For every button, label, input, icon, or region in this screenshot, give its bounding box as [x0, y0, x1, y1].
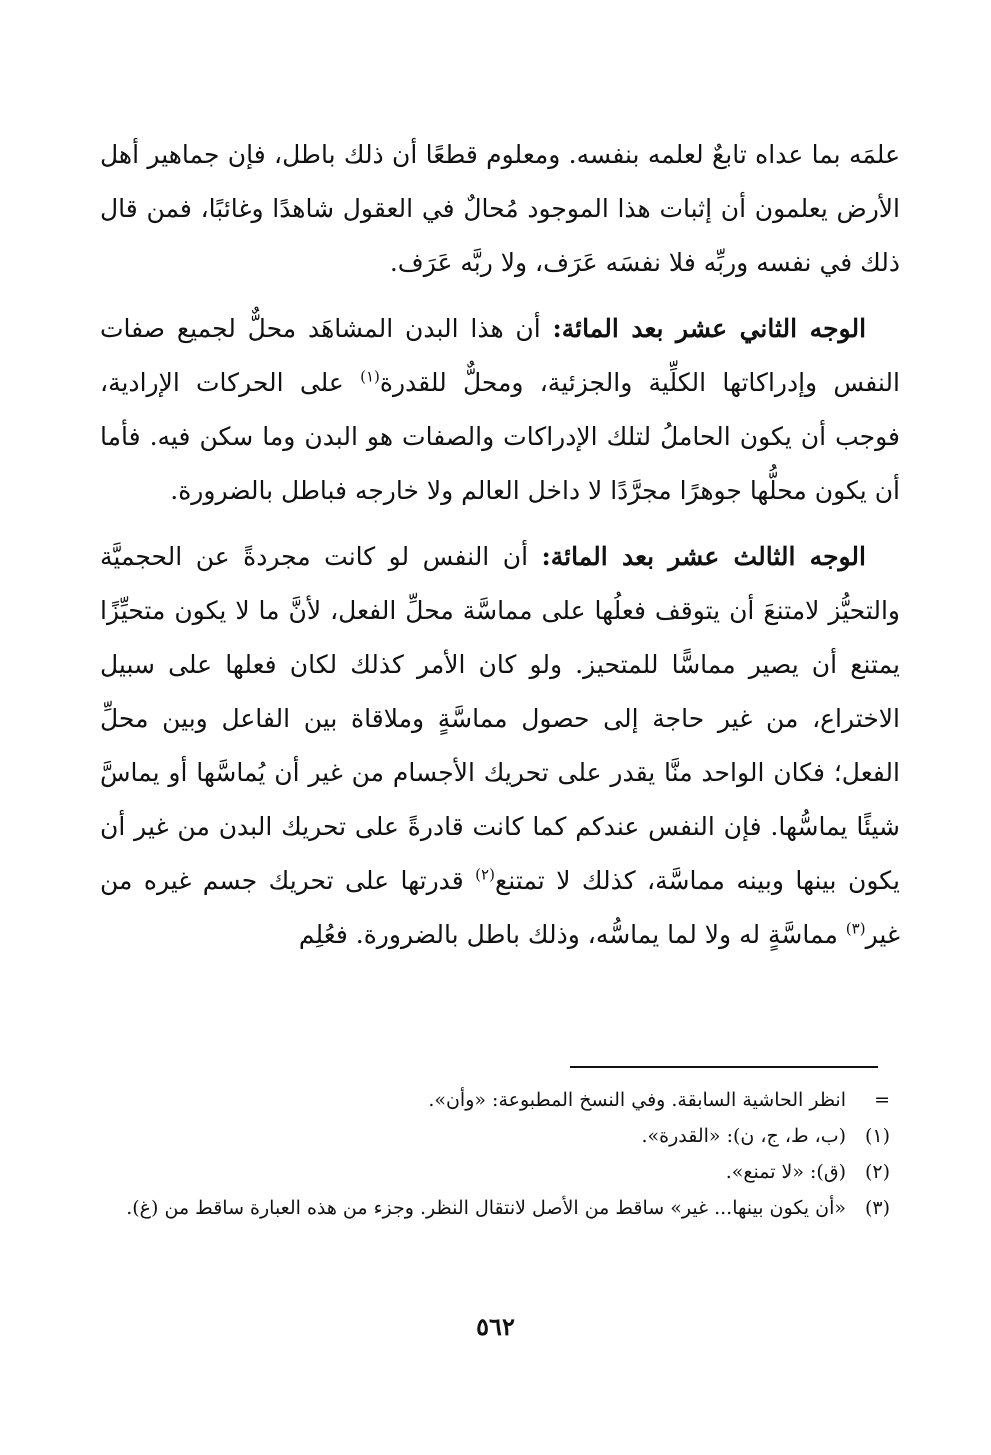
footnote-marker: (١) [864, 1125, 890, 1147]
section-heading-113: الوجه الثالث عشر بعد المائة: [541, 542, 866, 571]
paragraph-3-text-b: قدرتها على تحريك جسم غيره من غير [100, 866, 900, 949]
paragraph-2 [100, 302, 900, 518]
footnote-marker: = [874, 1089, 890, 1111]
footnote-2 [100, 1154, 890, 1190]
paragraph-3-text-c: مماسَّةٍ له ولا لما يماسُّه، وذلك باطل بالضرورة. فعُلِم [298, 920, 846, 949]
footnote-text: (ق): «لا تمنع». [725, 1161, 846, 1183]
footnote-text: (ب، ط، ج، ن): «القدرة». [641, 1125, 846, 1147]
footnote-divider [570, 1066, 878, 1068]
footnote-ref-3[interactable]: (٣) [845, 919, 866, 938]
paragraph-3-text-a: أن النفس لو كانت مجردةً عن الحجميَّة والتحيُّز لامتنعَ أن يتوقف فعلُها على مماسَّة محلِّ الفعل، لأنَّ ما لا يكون متحيِّزًا يمتنع أن يصير مماسًّا للمتحيز. ولو كان الأمر كذلك لكان فعلها على سبيل الاختراع، من غير حاجة إلى حصول مماسَّةٍ وملاقاة بين الفاعل وبين محلِّ الفعل؛ فكان الواحد منَّا يقدر على تحريك الأجسام من غير أن يُماسَّها أو يماسَّ شيئًا يماسُّها. فإن النفس عندكم كما كانت قادرةً على تحريك البدن من غير أن يكون بينها وبينه مماسَّة، كذلك لا تمتنع [100, 542, 900, 895]
footnote-continued [100, 1082, 890, 1118]
section-heading-112: الوجه الثاني عشر بعد المائة: [552, 314, 867, 343]
paragraph-2-text-a: أن هذا البدن المشاهَد محلٌّ لجميع صفات النفس وإدراكاتها الكلِّية والجزئية، ومحلٌّ للقدرة [100, 314, 900, 397]
footnote-text: «أن يكون بينها... غير» ساقط من الأصل لانتقال النظر. وجزء من هذه العبارة ساقط من (غ). [126, 1197, 846, 1219]
footnote-marker: (٢) [864, 1161, 890, 1183]
paragraph-2-text-b: على الحركات الإرادية، فوجب أن يكون الحاملُ لتلك الإدراكات والصفات هو البدن وما سكن فيه. فأما أن يكون محلُّها جوهرًا مجرَّدًا لا داخل العالم ولا خارجه فباطل بالضرورة. [100, 368, 900, 505]
footnote-1 [100, 1118, 890, 1154]
footnote-marker: (٣) [864, 1197, 890, 1219]
footnote-ref-1[interactable]: (١) [360, 367, 380, 386]
footnote-text: انظر الحاشية السابقة. وفي النسخ المطبوعة: «وأن». [428, 1089, 846, 1111]
page-number: ٥٦٢ [476, 1312, 515, 1341]
paragraph-3 [100, 530, 900, 962]
paragraph-1 [100, 128, 900, 290]
paragraph-1-text: علمَه بما عداه تابعٌ لعلمه بنفسه. ومعلوم قطعًا أن ذلك باطل، فإن جماهير أهل الأرض يعلمون أن إثبات هذا الموجود مُحالٌ في العقول شاهدًا وغائبًا، فمن قال ذلك في نفسه وربِّه فلا نفسَه عَرَف، ولا ربَّه عَرَف. [100, 140, 900, 277]
footnotes [100, 1082, 890, 1226]
footnote-ref-2[interactable]: (٢) [475, 865, 495, 884]
main-text [100, 128, 900, 962]
footnote-3 [100, 1190, 890, 1226]
